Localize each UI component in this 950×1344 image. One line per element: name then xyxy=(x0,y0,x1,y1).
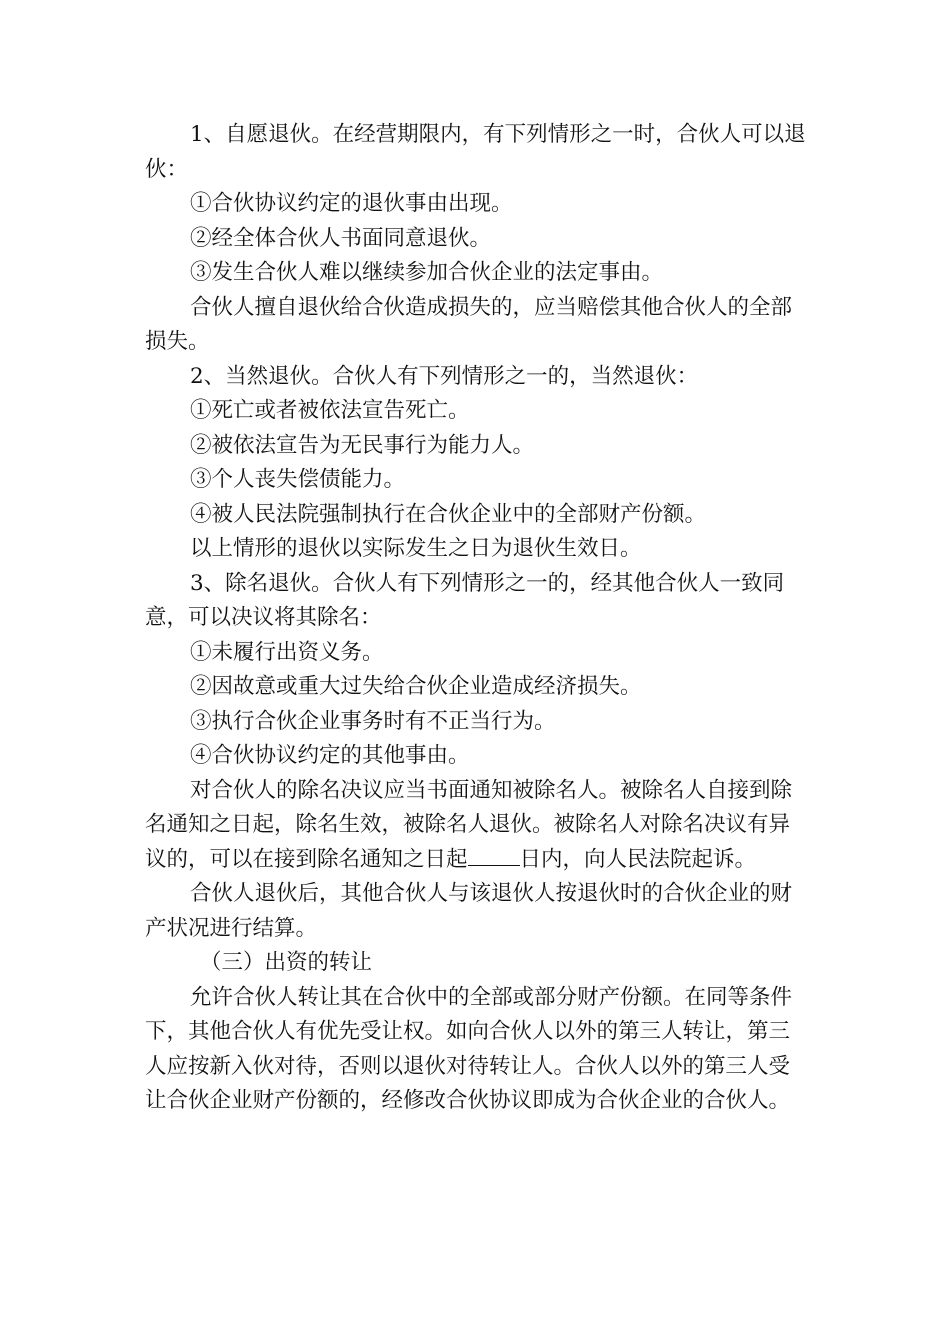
list-item: ④被人民法院强制执行在合伙企业中的全部财产份额。 xyxy=(190,501,707,527)
paragraph-automatic-withdrawal: 2、当然退伙。合伙人有下列情形之一的，当然退伙： xyxy=(190,363,699,389)
list-item: ②因故意或重大过失给合伙企业造成经济损失。 xyxy=(190,674,642,699)
paragraph-effective-date: 以上情形的退伙以实际发生之日为退伙生效日。 xyxy=(190,536,642,561)
section-heading: （三）出资的转让 xyxy=(200,950,373,975)
paragraph-voluntary-withdrawal: 1、自愿退伙。在经营期限内，有下列情形之一时，合伙人可以退伙： xyxy=(145,122,806,182)
expulsion-notice-text-end: 日内，向人民法院起诉。 xyxy=(519,846,757,872)
list-item: ①合伙协议约定的退伙事由出现。 xyxy=(190,191,513,216)
paragraph-compensation: 合伙人擅自退伙给合伙造成损失的，应当赔偿其他合伙人的全部损失。 xyxy=(145,294,793,354)
paragraph-settlement: 合伙人退伙后，其他合伙人与该退伙人按退伙时的合伙企业的财产状况进行结算。 xyxy=(145,881,793,941)
list-item: ③发生合伙人难以继续参加合伙企业的法定事由。 xyxy=(190,260,664,285)
document-page xyxy=(145,118,811,1119)
expulsion-notice-text-start: 对合伙人的除名决议应当书面通知被除名人。被除名人自接到除名通知之日起，除名生效，被除名人退伙。被除名人对除名决议有异议的，可以在接到除名通知之日起 xyxy=(145,777,793,872)
list-item: ③执行合伙企业事务时有不正当行为。 xyxy=(190,708,556,734)
list-item: ①死亡或者被依法宣告死亡。 xyxy=(190,398,470,423)
paragraph-expulsion-notice xyxy=(145,774,811,878)
fill-in-blank xyxy=(468,843,520,866)
list-item: ①未履行出资义务。 xyxy=(190,639,384,665)
list-item: ②经全体合伙人书面同意退伙。 xyxy=(190,225,492,251)
paragraph-expulsion: 3、除名退伙。合伙人有下列情形之一的，经其他合伙人一致同意，可以决议将其除名： xyxy=(145,570,785,630)
list-item: ③个人丧失偿债能力。 xyxy=(190,467,406,492)
list-item: ②被依法宣告为无民事行为能力人。 xyxy=(190,432,535,458)
paragraph-capital-transfer: 允许合伙人转让其在合伙中的全部或部分财产份额。在同等条件下，其他合伙人有优先受让权。如向合伙人以外的第三人转让，第三人应按新入伙对待，否则以退伙对待转让人。合伙人以外的第三人受让合伙企业财产份额的，经修改合伙协议即成为合伙企业的合伙人。 xyxy=(145,984,793,1113)
list-item: ④合伙协议约定的其他事由。 xyxy=(190,743,470,768)
